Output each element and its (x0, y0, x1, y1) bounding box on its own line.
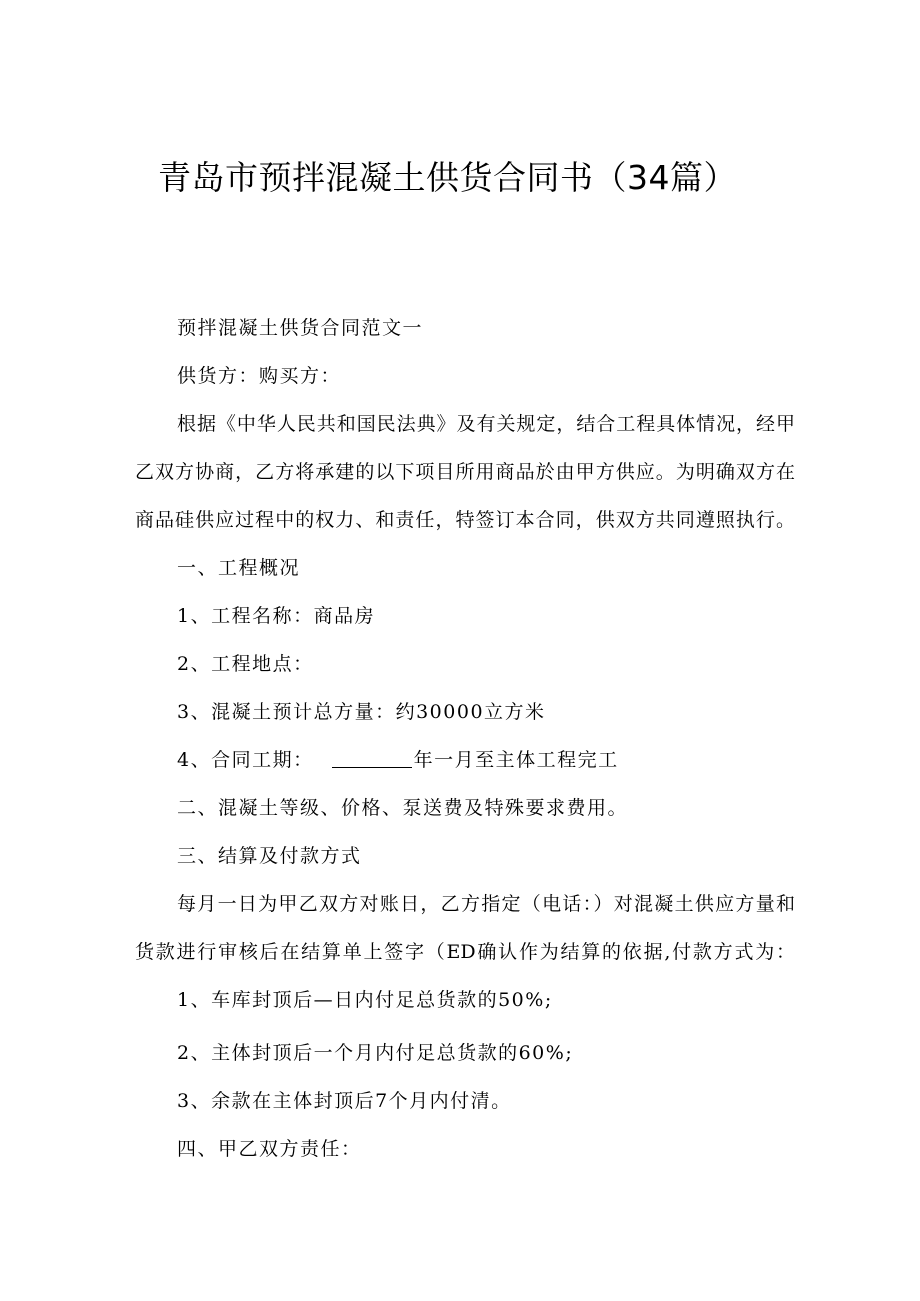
section-1-item-3: 3、混凝土预计总方量：约30000立方米 (177, 701, 546, 723)
section-1-item-4 (177, 747, 795, 773)
item-4-prefix: 4、合同工期： (177, 749, 314, 771)
section-3-item-2: 2、主体封顶后一个月内付足总货款的60%; (177, 1042, 574, 1064)
section-3-heading: 三、结算及付款方式 (177, 845, 362, 867)
section-1-item-1: 1、工程名称：商品房 (177, 605, 376, 627)
parties-line: 供货方：购买方： (177, 365, 342, 387)
blank-line (332, 749, 412, 768)
section-1-heading: 一、工程概况 (177, 557, 301, 579)
section-heading: 预拌混凝土供货合同范文一 (177, 317, 424, 339)
section-3-text-1: 每月一日为甲乙双方对账日，乙方指定（电话：）对混凝土供应方量和 (177, 893, 795, 915)
intro-line-2: 乙双方协商，乙方将承建的以下项目所用商品於由甲方供应。为明确双方在 (135, 461, 795, 483)
section-4-heading: 四、甲乙双方责任： (177, 1138, 362, 1160)
section-3-item-3: 3、余款在主体封顶后7个月内付清。 (177, 1090, 512, 1112)
section-3-item-1: 1、车库封顶后—日内付足总货款的50%; (177, 989, 553, 1011)
item-4-suffix: 年一月至主体工程完工 (413, 749, 619, 771)
intro-line-3: 商品硅供应过程中的权力、和责任，特签订本合同，供双方共同遵照执行。 (135, 509, 795, 531)
section-2-heading: 二、混凝土等级、价格、泵送费及特殊要求费用。 (177, 797, 629, 819)
intro-line-1: 根据《中华人民共和国民法典》及有关规定，结合工程具体情况，经甲 (177, 413, 795, 435)
section-1-item-2: 2、工程地点： (177, 653, 314, 675)
section-3-text-2: 货款进行审核后在结算单上签字（ED确认作为结算的依据,付款方式为： (135, 941, 795, 963)
document-title: 青岛市预拌混凝土供货合同书（34篇） (158, 158, 737, 197)
